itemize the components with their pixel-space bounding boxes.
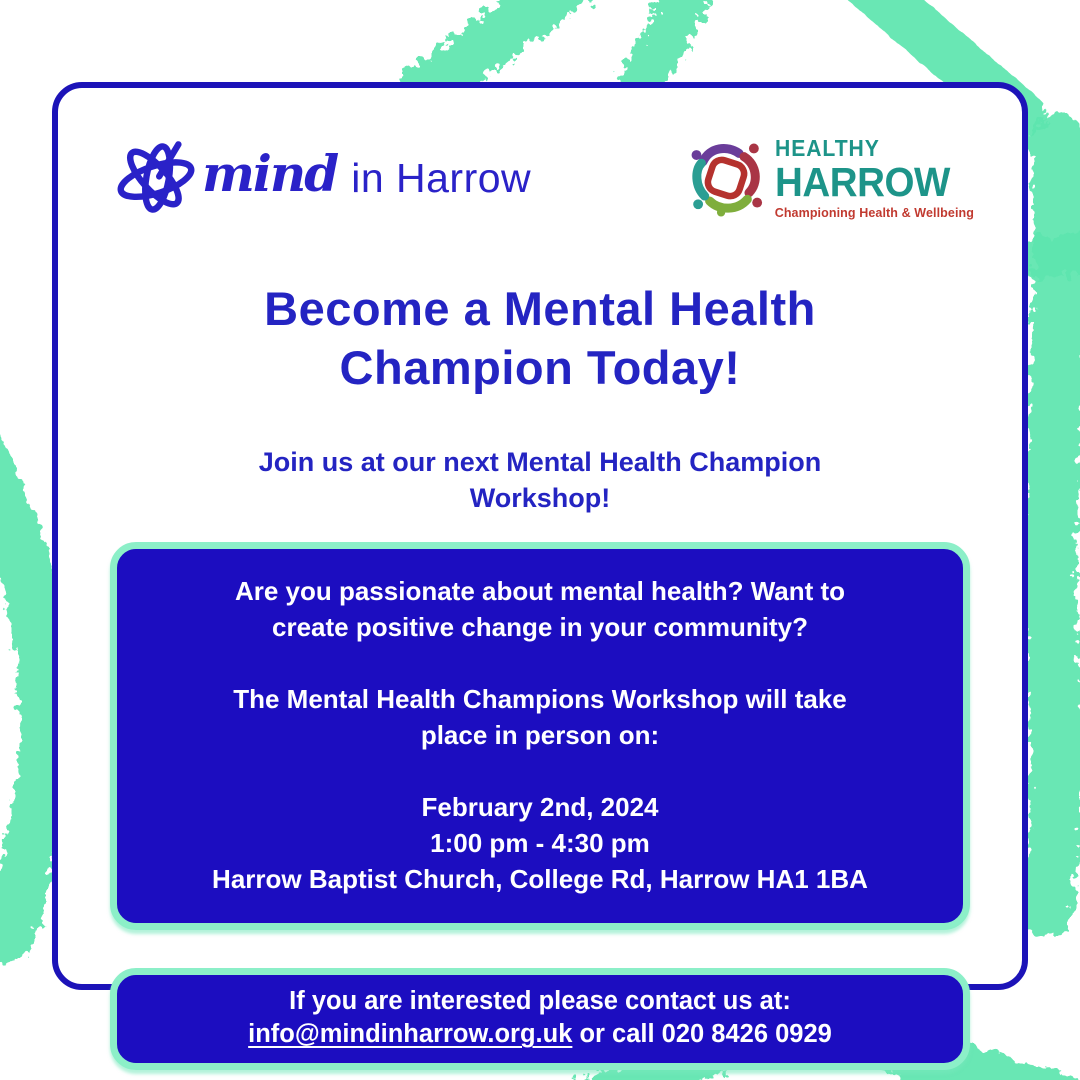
- workshop-address: Harrow Baptist Church, College Rd, Harrow HA1 1BA: [212, 864, 868, 895]
- phone-text: or call 020 8426 0929: [572, 1020, 832, 1049]
- healthy-harrow-tagline: Championing Health & Wellbeing: [774, 205, 974, 220]
- harrow-text: HARROW: [774, 158, 950, 205]
- workshop-time: 1:00 pm - 4:30 pm: [430, 828, 650, 859]
- in-harrow-wordmark: in Harrow: [351, 154, 532, 201]
- mind-scribble-icon: [108, 128, 204, 228]
- paragraph-gap: [133, 645, 947, 681]
- mind-wordmark: mind: [202, 144, 338, 203]
- healthy-harrow-wordmark: [774, 134, 974, 220]
- subtitle: [58, 444, 1022, 517]
- title-line-1: Become a Mental Health: [264, 282, 816, 335]
- workshop-info-panel: [110, 542, 970, 930]
- info-line: create positive change in your community?: [271, 612, 809, 643]
- info-line: The Mental Health Champions Workshop will take: [233, 684, 847, 715]
- subtitle-line-1: Join us at our next Mental Health Champion: [258, 446, 822, 477]
- healthy-harrow-logo: [685, 134, 974, 222]
- contact-panel: [110, 968, 970, 1070]
- paragraph-gap: [133, 753, 947, 789]
- contact-line-1: If you are interested please contact us at:: [289, 987, 791, 1016]
- info-line: Are you passionate about mental health? Want to: [234, 576, 846, 607]
- mind-in-harrow-logo: [108, 128, 531, 228]
- workshop-date: February 2nd, 2024: [421, 792, 659, 823]
- title-line-2: Champion Today!: [339, 340, 741, 394]
- page-title: [58, 280, 1022, 398]
- subtitle-line-2: Workshop!: [469, 482, 611, 513]
- community-swirl-icon: [685, 134, 767, 222]
- contact-line-2: [131, 1018, 949, 1051]
- healthy-text: HEALTHY: [774, 134, 880, 161]
- info-line: place in person on:: [420, 720, 660, 751]
- email-link[interactable]: info@mindinharrow.org.uk: [248, 1020, 573, 1049]
- flyer-card: [52, 82, 1028, 1049]
- header: [58, 88, 1022, 228]
